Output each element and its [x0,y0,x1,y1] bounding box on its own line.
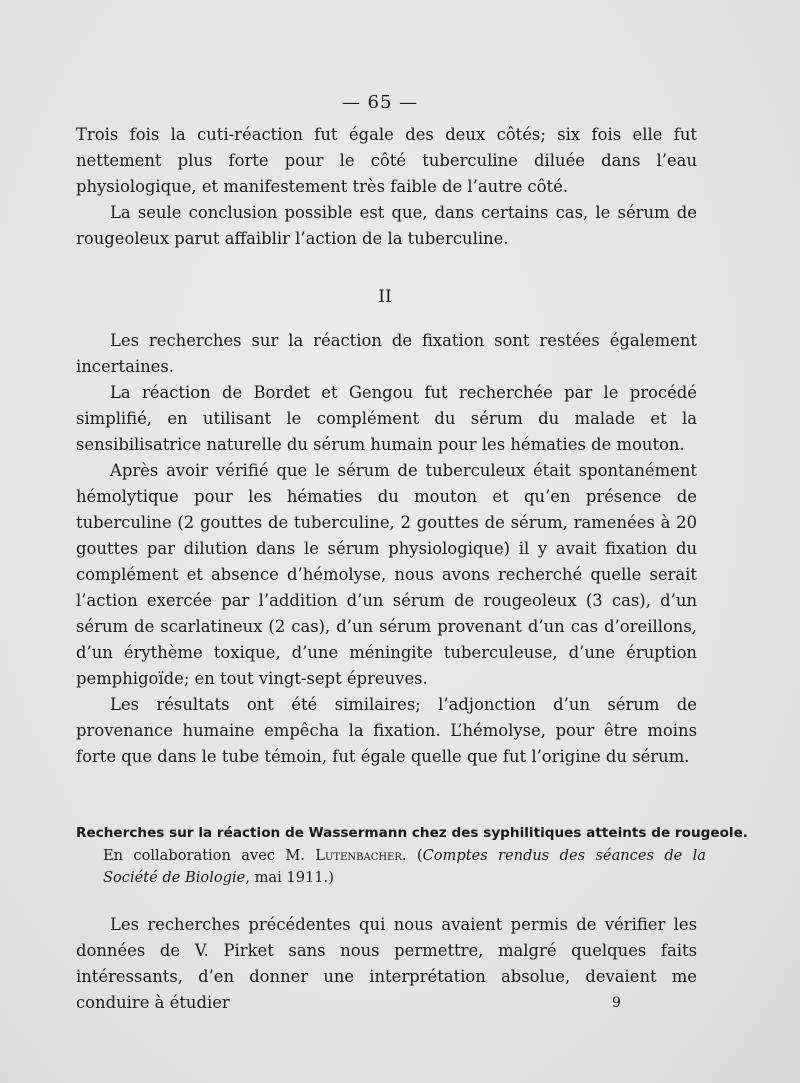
text-block-middle [76,328,697,770]
text-block-bottom [76,912,697,1016]
publication-citation [103,845,706,889]
paragraph: La seule conclusion possible est que, dans certains cas, le sérum de rougeoleux parut affaiblir l’action de la tuberculine. [76,203,697,248]
paragraph: La réaction de Bordet et Gengou fut recherchée par le procédé simplifié, en utilisant le complément du sérum du malade et la sensibilisatrice naturelle du sérum humain pour les hématies de mouton. [76,383,697,454]
paragraph: Les recherches précédentes qui nous avaient permis de vérifier les données de V. Pirket sans nous permettre, malgré quelques faits intéressants, d’en donner une interprétation absolue, devaient me conduire à étudier [76,915,697,1012]
paragraph: Trois fois la cuti-réaction fut égale des deux côtés; six fois elle fut nettement plus forte pour le côté tuberculine diluée dans l’eau physiologique, et manifestement très faible de l’autre côté. [76,125,697,196]
citation-mid: . ( [401,847,423,864]
section-numeral: II [378,287,392,307]
text-block-top [76,122,697,252]
journal-title: Comptes rendus des séances de la Société de Biologie [103,847,707,886]
citation-prefix: En collaboration avec M. [103,847,316,864]
publication-heading: Recherches sur la réaction de Wassermann chez des syphilitiques atteints de rougeole. [76,825,748,841]
paragraph: Les recherches sur la réaction de fixation sont restées également incertaines. [76,331,697,376]
paragraph: Après avoir vérifié que le sérum de tuberculeux était spontanément hémolytique pour les hématies du mouton et qu’en présence de tuberculine (2 gouttes de tuberculine, 2 gouttes de sérum, ramenées à 20 gouttes par dilution dans le sérum physiologique) il y avait fixation du complément et absence d’hémolyse, nous avons recherché quelle serait l’action exercée par l’addition d’un sérum de rougeoleux (3 cas), d’un sérum de scarlatineux (2 cas), d’un sérum provenant d’un cas d’oreillons, d’un érythème toxique, d’une méningite tuberculeuse, d’une éruption pemphigoïde; en tout vingt-sept épreuves. [76,461,697,688]
signature-mark: 9 [612,995,621,1011]
paragraph: Les résultats ont été similaires; l’adjonction d’un sérum de provenance humaine empêcha la fixation. L’hémolyse, pour être moins forte que dans le tube témoin, fut égale quelle que fut l’origine du sérum. [76,695,697,766]
page-number: — 65 — [341,92,419,113]
coauthor-name: Lutenbacher [315,847,402,864]
citation-suffix: , mai 1911.) [245,869,334,886]
